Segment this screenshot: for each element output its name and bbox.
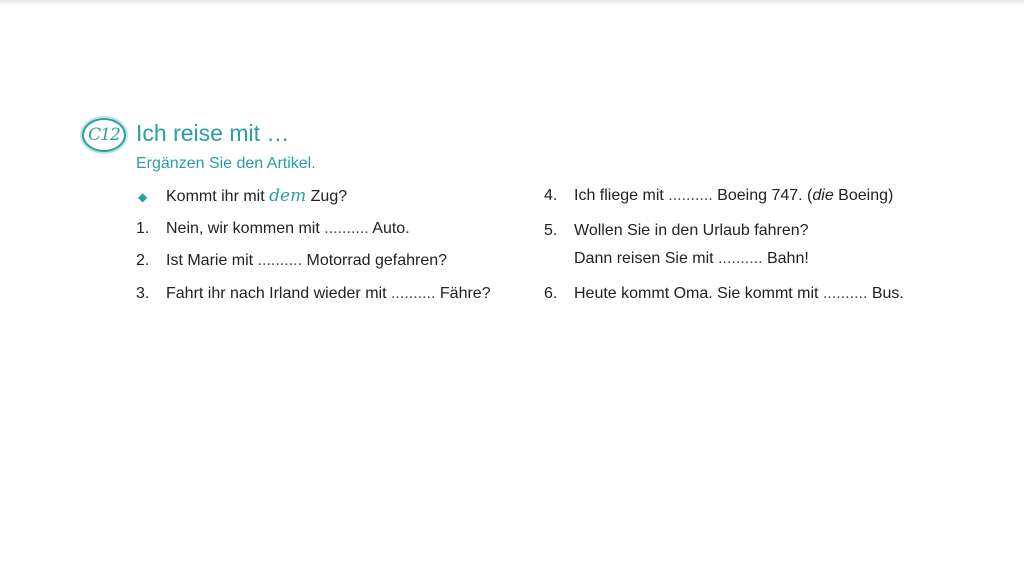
blank-dots: .......... (257, 252, 303, 269)
blank-dots: .......... (822, 285, 868, 302)
blank-dots: .......... (668, 187, 713, 204)
exercise-instruction: Ergänzen Sie den Artikel. (136, 155, 316, 172)
exercise-badge: C12 (82, 118, 126, 152)
example-text-after: Zug? (310, 188, 348, 205)
example-text-before: Kommt ihr mit (166, 188, 265, 205)
item-text-after: Bahn! (766, 250, 809, 267)
item-italic-word: die (812, 187, 834, 204)
item-number: 4. (544, 187, 558, 204)
item-text-after: Motorrad gefahren? (306, 252, 448, 269)
item-number: 5. (544, 222, 558, 239)
item-text-after: Boeing 747. ( (717, 187, 813, 204)
item-number: 1. (136, 220, 150, 237)
item-text-before: Wollen Sie in den Urlaub fahren? (574, 222, 809, 239)
item-text-before: Nein, wir kommen mit (166, 220, 320, 237)
item-number: 6. (544, 285, 558, 302)
item-text-before: Ich fliege mit (574, 187, 664, 204)
blank-dots: .......... (324, 220, 369, 237)
bullet-icon: ◆ (138, 190, 148, 204)
item-text-before: Heute kommt Oma. Sie kommt mit (574, 285, 819, 302)
item-text-tail: Boeing) (833, 187, 894, 204)
blank-dots: .......... (390, 285, 436, 302)
item-number: 2. (136, 252, 150, 269)
item-text-after: Fähre? (439, 285, 491, 302)
item-text-before: Fahrt ihr nach Irland wieder mit (166, 285, 387, 302)
item-text-before: Dann reisen Sie mit (574, 250, 714, 267)
exercise-title: Ich reise mit … (136, 120, 290, 146)
item-text-after: Auto. (372, 220, 410, 237)
top-edge-shadow (0, 0, 1024, 6)
item-text-before: Ist Marie mit (166, 252, 254, 269)
item-text-after: Bus. (871, 285, 904, 302)
item-number: 3. (136, 285, 150, 302)
blank-dots: .......... (718, 250, 763, 267)
example-answer: dem (269, 186, 307, 206)
